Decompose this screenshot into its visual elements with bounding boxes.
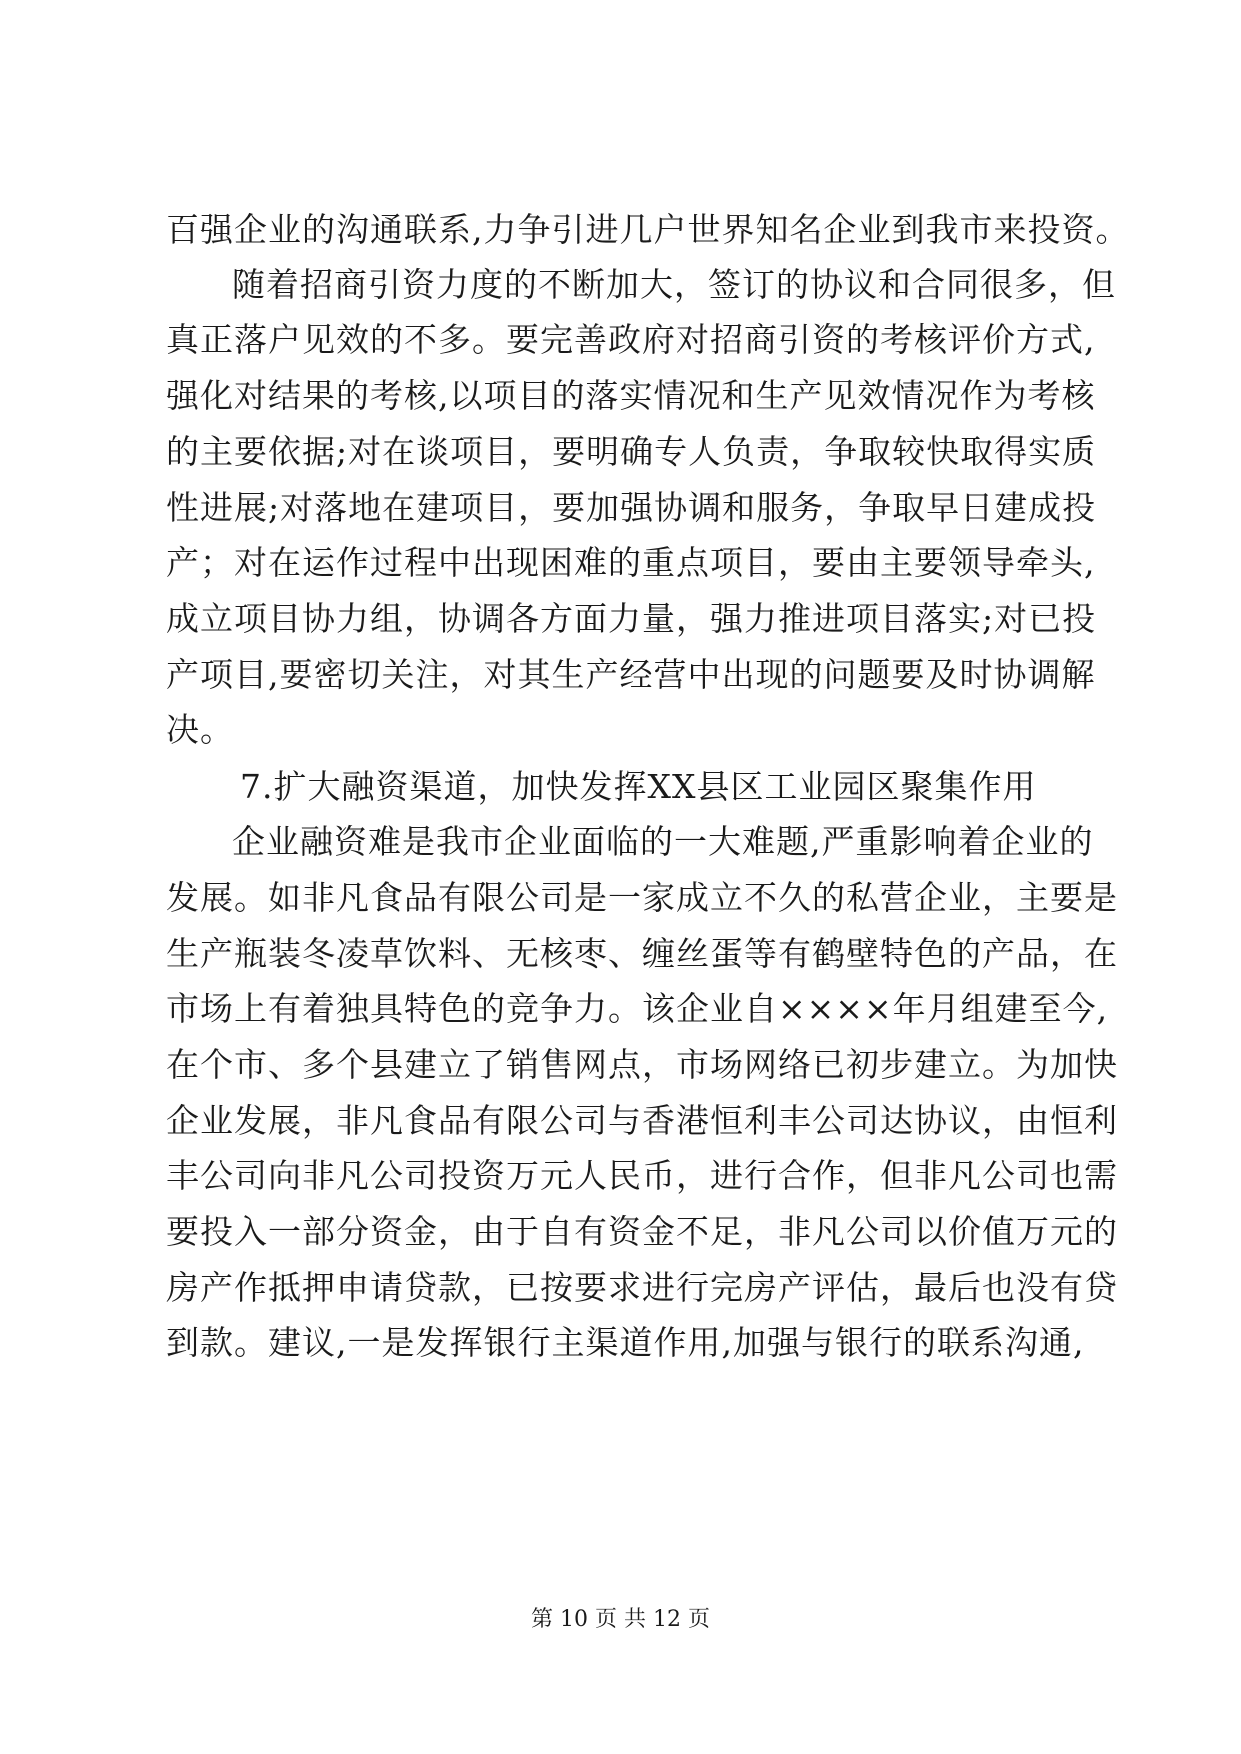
text-line: 性进展;对落地在建项目，要加强协调和服务，争取早日建成投 xyxy=(166,488,1097,527)
text-line: 企业发展，非凡食品有限公司与香港恒利丰公司达协议，由恒利 xyxy=(166,1101,1118,1140)
text-line: 产；对在运作过程中出现困难的重点项目，要由主要领导牵头, xyxy=(166,543,1096,582)
text-line: 房产作抵押申请贷款，已按要求进行完房产评估，最后也没有贷 xyxy=(166,1268,1118,1307)
text-line: 决。 xyxy=(166,710,234,749)
text-line: 成立项目协力组，协调各方面力量，强力推进项目落实;对已投 xyxy=(166,599,1097,638)
text-line: 强化对结果的考核,以项目的落实情况和生产见效情况作为考核 xyxy=(166,376,1096,415)
text-line: 的主要依据;对在谈项目，要明确专人负责，争取较快取得实质 xyxy=(166,432,1097,471)
text-line: 要投入一部分资金，由于自有资金不足，非凡公司以价值万元的 xyxy=(166,1212,1118,1251)
section-heading: 7.扩大融资渠道，加快发挥XX县区工业园区聚集作用 xyxy=(240,767,1037,806)
text-line: 生产瓶装冬凌草饮料、无核枣、缠丝蛋等有鹤壁特色的产品，在 xyxy=(166,934,1118,973)
text-line: 丰公司向非凡公司投资万元人民币，进行合作，但非凡公司也需 xyxy=(166,1156,1118,1195)
text-line: 到款。建议,一是发挥银行主渠道作用,加强与银行的联系沟通, xyxy=(166,1323,1085,1362)
text-line: 在个市、多个县建立了销售网点，市场网络已初步建立。为加快 xyxy=(166,1045,1118,1084)
text-line: 真正落户见效的不多。要完善政府对招商引资的考核评价方式, xyxy=(166,320,1096,359)
page-number-footer: 第 10 页 共 12 页 xyxy=(531,1607,710,1632)
paragraph-first-line: 企业融资难是我市企业面临的一大难题,严重影响着企业的 xyxy=(232,822,1094,861)
text-line: 产项目,要密切关注，对其生产经营中出现的问题要及时协调解 xyxy=(166,655,1096,694)
text-line: 百强企业的沟通联系,力争引进几户世界知名企业到我市来投资。 xyxy=(166,210,1130,249)
paragraph-first-line: 随着招商引资力度的不断加大，签订的协议和合同很多，但 xyxy=(232,265,1116,304)
text-line: 市场上有着独具特色的竞争力。该企业自××××年月组建至今, xyxy=(166,989,1109,1028)
text-line: 发展。如非凡食品有限公司是一家成立不久的私营企业，主要是 xyxy=(166,878,1118,917)
